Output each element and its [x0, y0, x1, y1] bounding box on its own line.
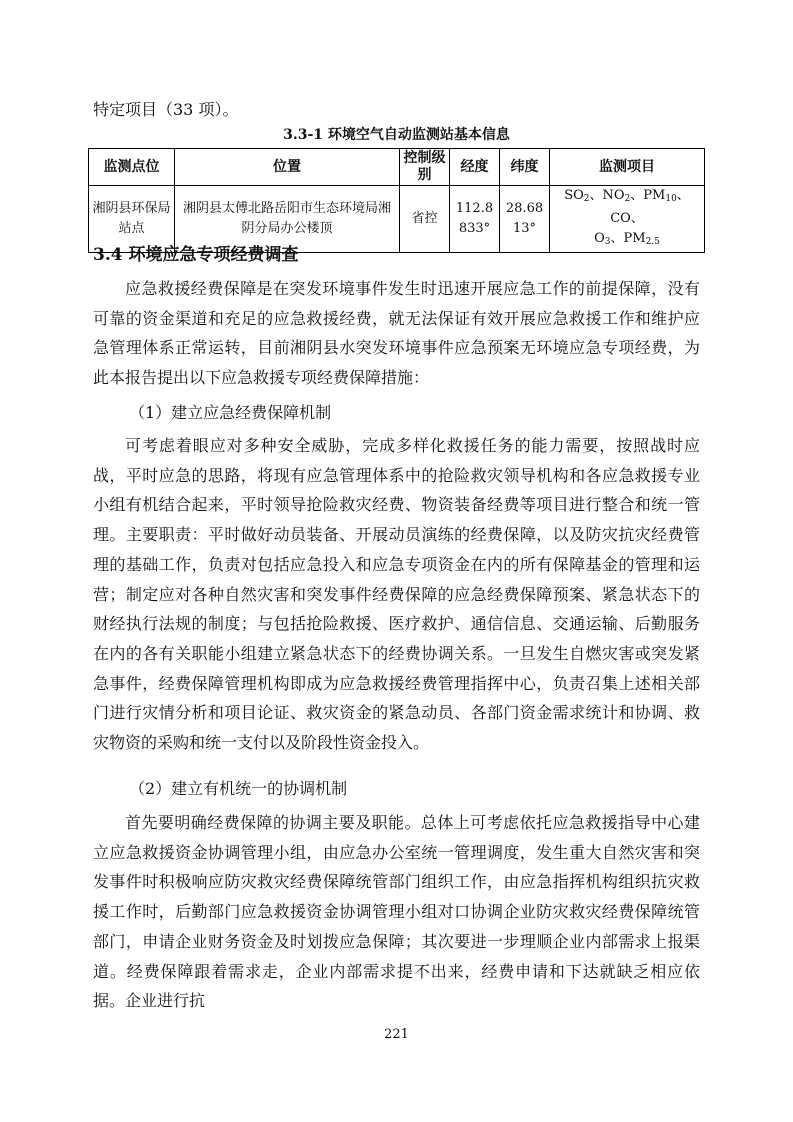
pollutant-o3: $O_3$: [594, 231, 611, 247]
paragraph-1: 可考虑着眼应对多种安全威胁，完成多样化救援任务的能力需要，按照战时应战，平时应急的思路，将现有应急管理体系中的抢险救灾领导机构和各应急救援专业小组有机结合起来，平时领导抢险救灾经费、物资装备经费等项目进行整合和统一管理。主要职责：平时做好动员装备、开展动员演练的经费保障，以及防灾抗灾经费管理的基础工作，负责对包括应急投入和应急专项资金在内的所有保障基金的管理和运营；制定应对各种自然灾害和突发事件经费保障的应急经费保障预案、紧急状态下的财经执行法规的制度；与包括抢险救援、医疗救护、通信信息、交通运输、后勤服务在内的各有关职能小组建立紧急状态下的经费协调关系。一旦发生自燃灾害或突发紧急事件，经费保障管理机构即成为应急救援经费管理指挥中心，负责召集上述相关部门进行灾情分析和项目论证、救灾资金的紧急动员、各部门资金需求统计和协调、救灾物资的采购和统一支付以及阶段性资金投入。: [93, 436, 700, 753]
cell-items: [550, 186, 705, 253]
cell-location: 湘阴县太傅北路岳阳市生态环境局湘阴分局办公楼顶: [175, 186, 400, 253]
header-point: 监测点位: [89, 149, 175, 186]
cell-point: 湘阴县环保局站点: [89, 186, 175, 253]
page-number: 221: [384, 1027, 409, 1042]
pollutant-no2: 、$NO_2$: [589, 188, 631, 204]
intro-paragraph: 应急救援经费保障是在突发环境事件发生时迅速开展应急工作的前提保障，没有可靠的资金渠道和充足的应急救援经费，就无法保证有效开展应急救援工作和维护应急管理体系正常运转，目前湘阴县水突发环境事件应急预案无环境应急专项经费，为此本报告提出以下应急救援专项经费保障措施：: [93, 279, 700, 388]
pollutant-so2: $SO_2$: [564, 188, 590, 204]
header-lat: 纬度: [500, 149, 550, 186]
header-lon: 经度: [450, 149, 500, 186]
cell-level: 省控: [400, 186, 450, 253]
monitoring-station-table: [88, 148, 705, 253]
pollutant-pm10: 、$PM_{10}$: [630, 188, 677, 204]
table-caption: 3.3-1 环境空气自动监测站基本信息: [283, 127, 510, 143]
header-level: 控制级别: [400, 149, 450, 186]
subheading-1: （1）建立应急经费保障机制: [129, 403, 332, 422]
section-heading: 3.4 环境应急专项经费调查: [93, 245, 299, 265]
lead-text: 特定项目（33 项）。: [93, 100, 239, 119]
header-location: 位置: [175, 149, 400, 186]
paragraph-2: 首先要明确经费保障的协调主要及职能。总体上可考虑依托应急救援指导中心建立应急救援资金协调管理小组，由应急办公室统一管理调度，发生重大自然灾害和突发事件时积极响应防灾救灾经费保障统管部门组织工作，由应急指挥机构组织抗灾救援工作时，后勤部门应急救援资金协调管理小组对口协调企业防灾救灾经费保障统管部门，申请企业财务资金及时划拨应急保障；其次要进一步理顺企业内部需求上报渠道。经费保障跟着需求走，企业内部需求提不出来，经费申请和下达就缺乏相应依据。企业进行抗: [93, 813, 700, 1011]
pollutant-pm25: 、$PM_{2.5}$: [610, 231, 660, 247]
cell-lat: 28.6813°: [500, 186, 550, 253]
header-items: 监测项目: [550, 149, 705, 186]
table-header-row: [89, 149, 705, 186]
cell-lon: 112.8833°: [450, 186, 500, 253]
subheading-2: （2）建立有机统一的协调机制: [129, 779, 348, 798]
pollutant-co: 、CO、: [610, 188, 690, 226]
